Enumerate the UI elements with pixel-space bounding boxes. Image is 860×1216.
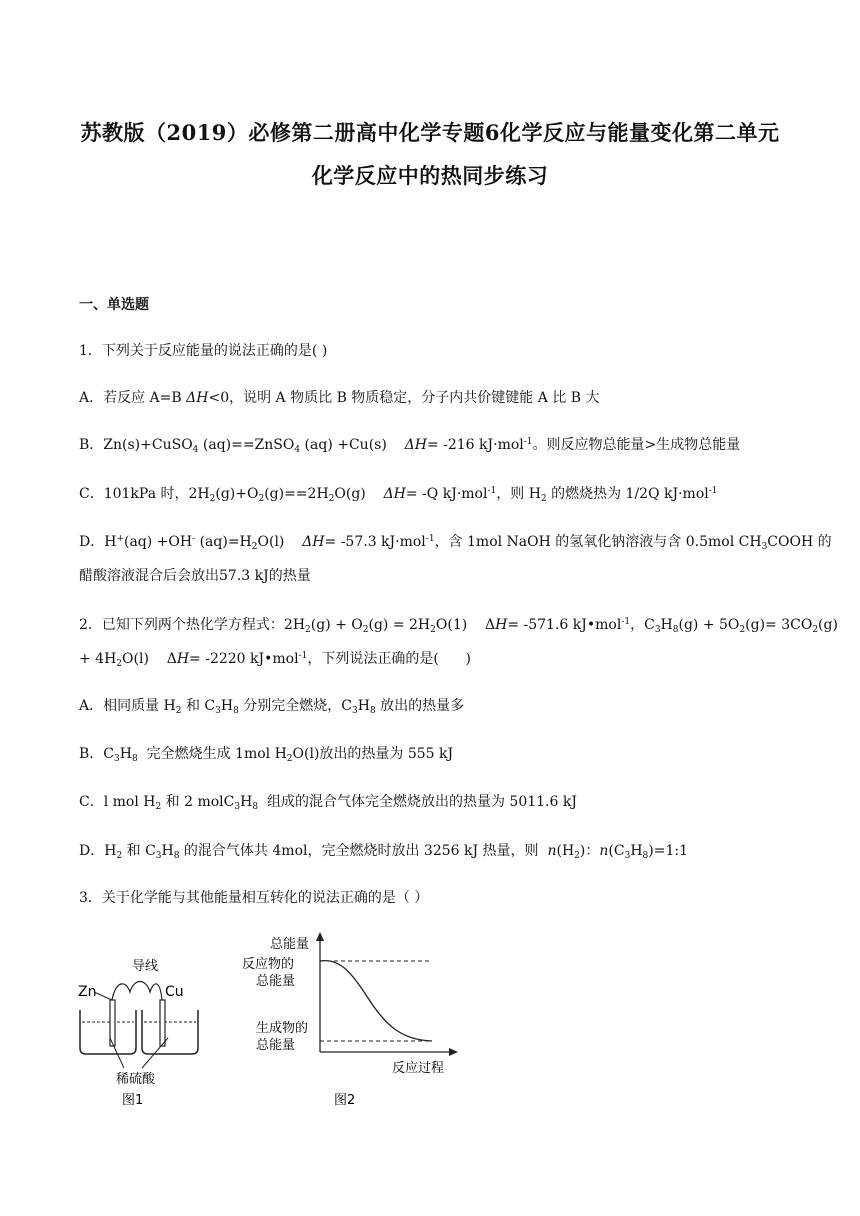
figure-2-caption: 图2 [334,1093,356,1108]
reactant-energy-label-2: 总能量 [256,974,296,989]
right-beaker [142,1010,198,1054]
figure-1-caption: 图1 [122,1093,144,1108]
x-axis-label: 反应过程 [392,1061,445,1076]
figure-1-galvanic-cell [72,948,222,1108]
energy-curve [320,961,432,1041]
q2-stem-line-1: 2．已知下列两个热化学方程式：$2H_2(g) + O_2(g) = 2H_2O(1)$ ΔH= -571.6 kJ•mol$^{-1}$，$C_3H_8(g) + 5O_2(g)= 3CO_2(g)$ [79,617,838,635]
q2-stem-line-2: + $4H_2O(l)$ ΔH= -2220 kJ•mol$^{-1}$，下列说法正确的是( ) [79,651,471,669]
q1-stem: 1．下列关于反应能量的说法正确的是( ) [79,343,328,359]
product-energy-label-2: 总能量 [256,1038,296,1053]
solution-pointer-left [110,1038,124,1068]
q1-option-c: C．101kPa 时，$2H_2(g)+O_2(g)==2H_2O(g)$ ΔH= -Q kJ·mol$^{-1}$，则 $H_2$ 的燃烧热为 1/2Q kJ·mol$^{-1}$ [79,486,718,504]
page-title-line-1: 苏教版（2019）必修第二册高中化学专题6化学反应与能量变化第二单元 [80,120,780,145]
q1-option-a: A．若反应 A=B ΔH<0，说明 A 物质比 B 物质稳定，分子内共价键键能 A 比 B 大 [79,390,600,406]
q1-option-d-line-1: D．H+(aq) +OH- $(aq)=H_2O(l)$ ΔH= -57.3 kJ·mol$^{-1}$，含 1mol NaOH 的氢氧化钠溶液与含 0.5mol $CH_3COOH$ 的 [79,534,832,552]
figure-2-energy-diagram [240,928,470,1108]
q3-stem: 3．关于化学能与其他能量相互转化的说法正确的是（ ） [79,890,429,906]
q2-option-b: B．$C_3H_8$ 完全燃烧生成 1mol $H_2O(l)$放出的热量为 555 kJ [79,746,454,764]
q2-option-c: C．l mol $H_2$ 和 2 $molC_3H_8$ 组成的混合气体完全燃烧放出的热量为 5011.6 kJ [79,794,577,812]
page-title-line-2: 化学反应中的热同步练习 [311,163,549,188]
wire-label: 导线 [132,959,159,974]
q1-option-b: B．Zn(s)+CuSO$_4$ (aq)==ZnSO$_4$ (aq) +Cu(s) ΔH= -216 kJ·mol$^{-1}$。则反应物总能量>生成物总能量 [79,437,741,455]
solution-label: 稀硫酸 [116,1072,156,1087]
q2-option-d: D．$H_2$ 和 $C_3H_8$ 的混合气体共 4mol，完全燃烧时放出 3256 kJ 热量，则 $n(H_2)$：$n(C_3H_8)=1:1$ [79,843,688,861]
product-energy-label-1: 生成物的 [256,1021,309,1036]
y-axis-label: 总能量 [270,937,310,952]
wire [112,982,162,1001]
y-axis-arrow [316,932,324,941]
section-heading: 一、单选题 [79,297,149,313]
q1-option-d-line-2: 醋酸溶液混合后会放出57.3 kJ的热量 [79,568,311,584]
reactant-energy-label-1: 反应物的 [242,957,295,972]
left-beaker [80,1010,136,1054]
q2-option-a: A．相同质量 $H_2$ 和 $C_3H_8$ 分别完全燃烧，$C_3H_8$ 放出的热量多 [79,698,465,716]
cu-electrode [160,1000,165,1046]
zn-label: Zn [78,984,97,1000]
zn-pointer [94,992,112,1000]
cu-label: Cu [165,984,184,1000]
x-axis-arrow [449,1048,458,1056]
